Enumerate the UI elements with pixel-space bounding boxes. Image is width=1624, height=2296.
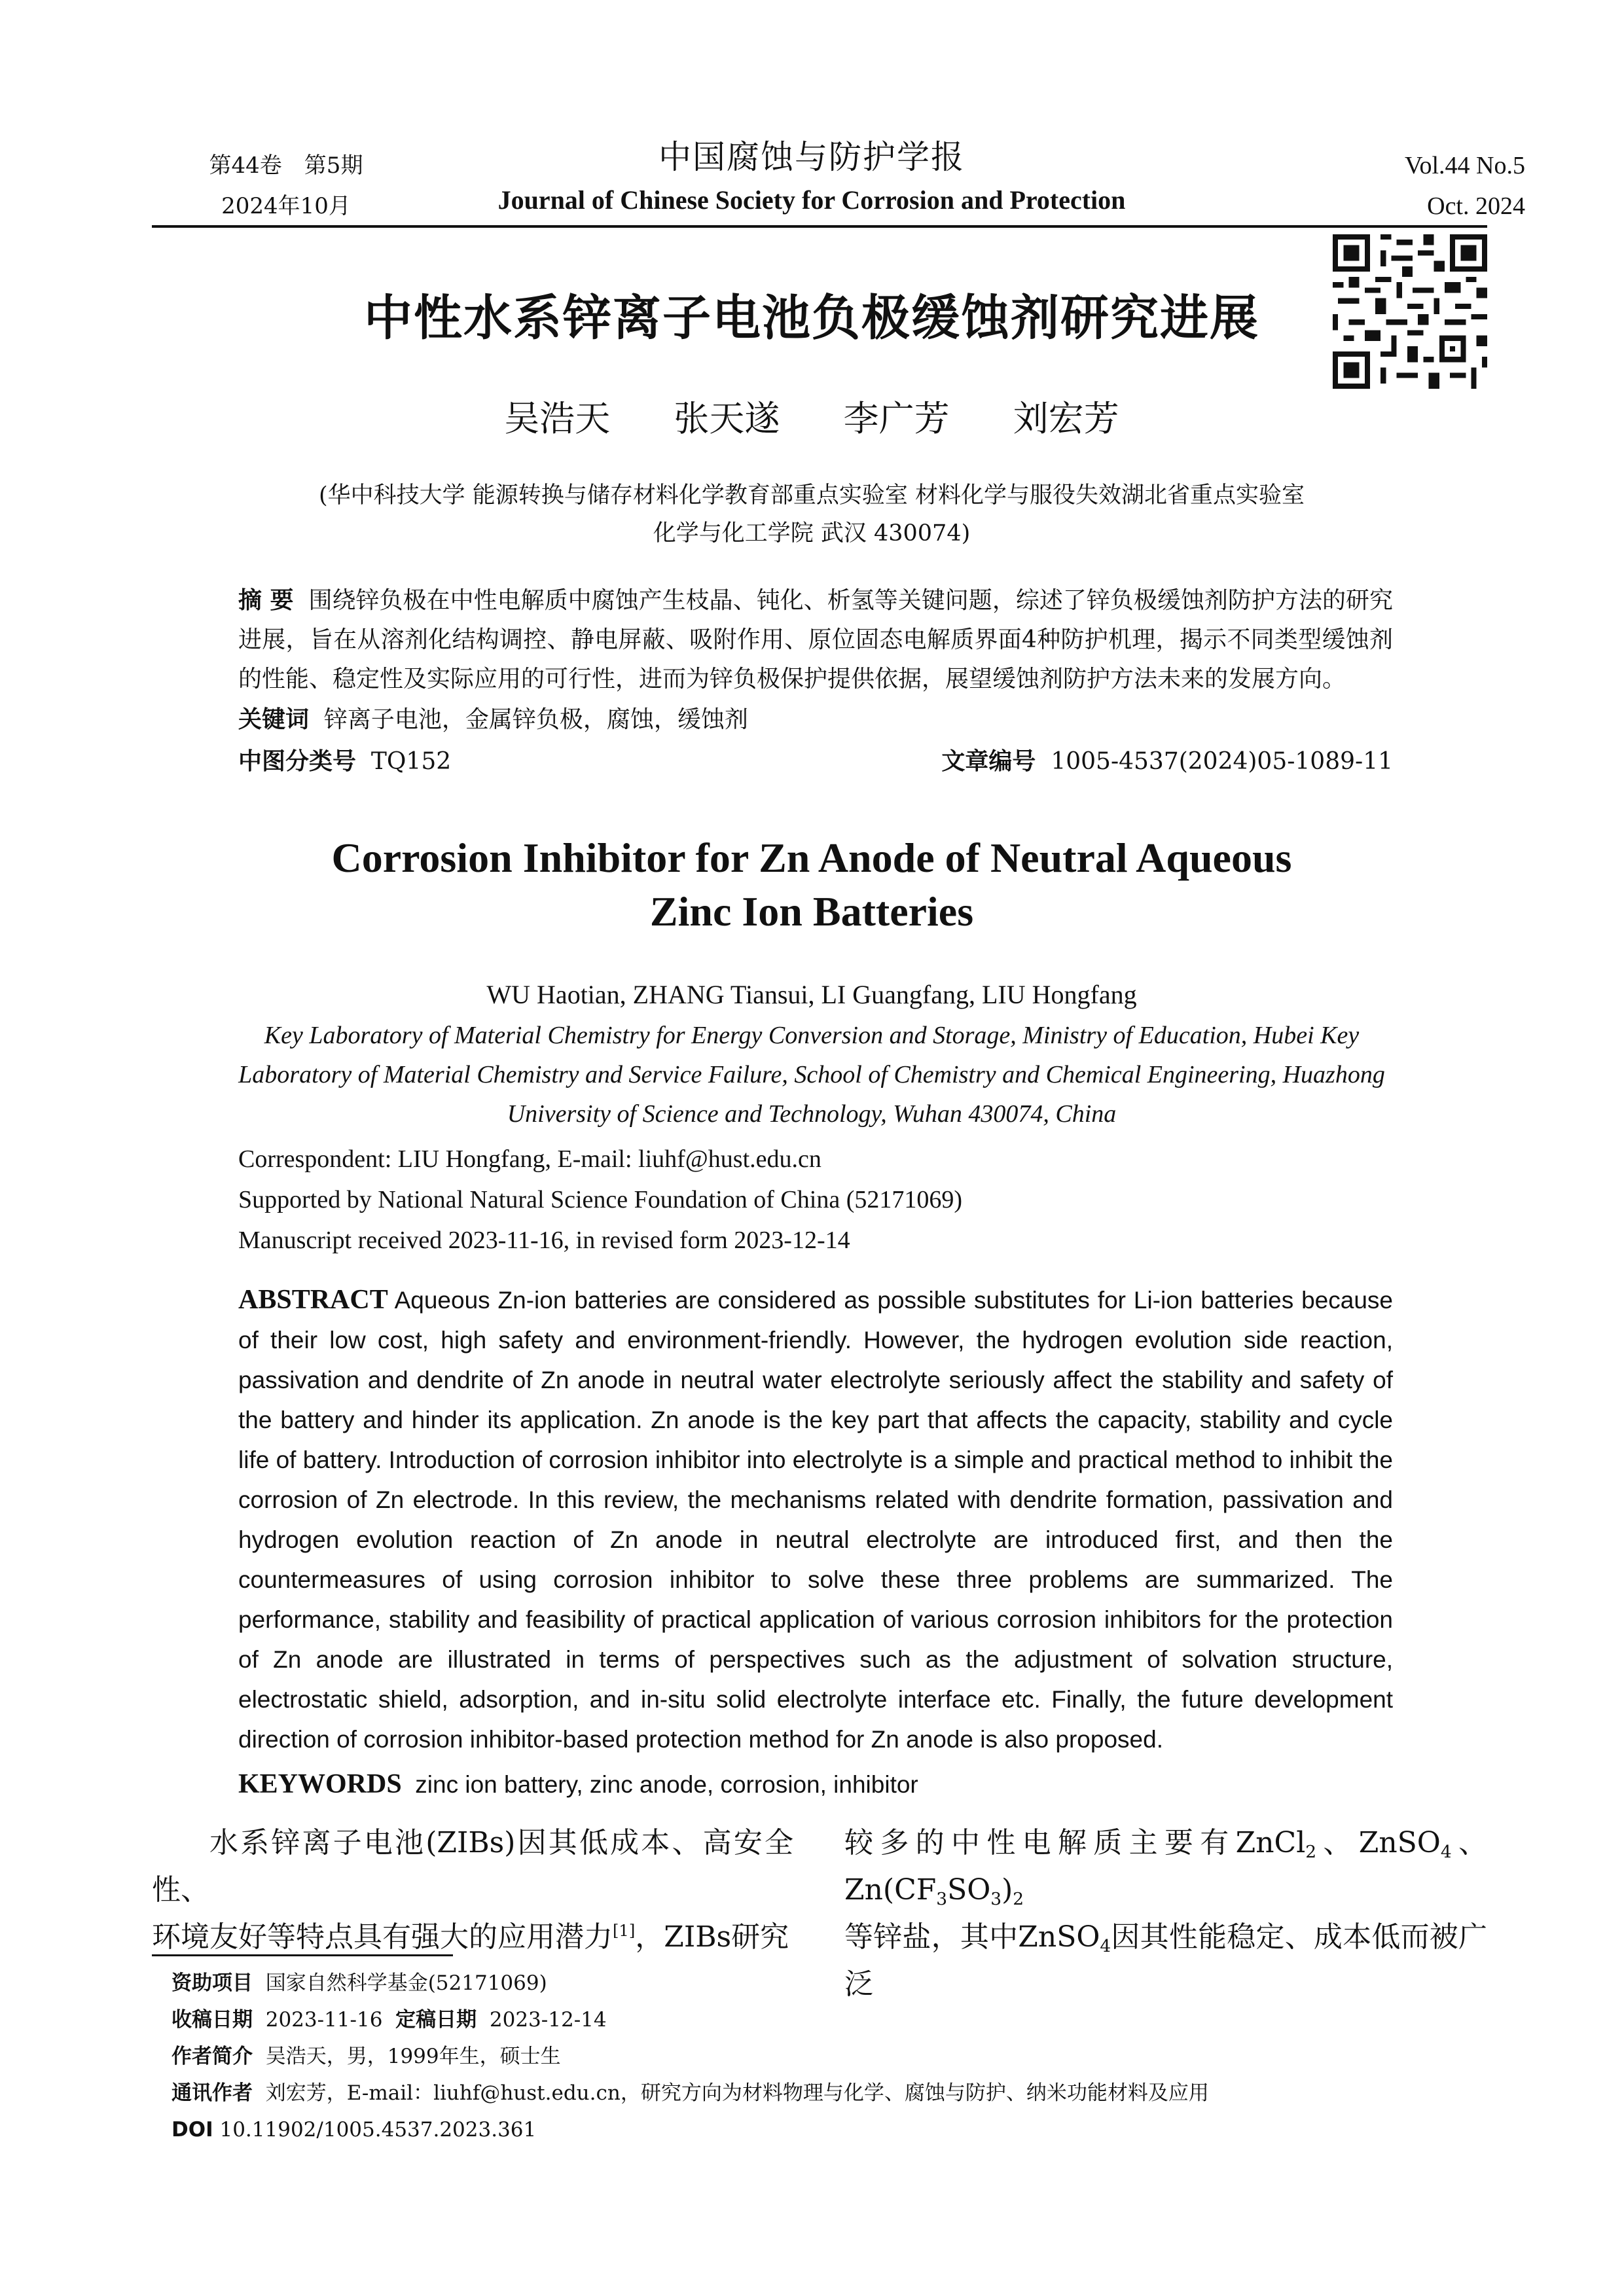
keywords-en bbox=[238, 1765, 1393, 1804]
abstract-en-text: Aqueous Zn-ion batteries are considered as possible substitutes for Li-ion batteries because of their low cost, high safety and environment-friendly. However, the hydrogen evolution side reaction, passivation and dendrite of Zn anode in neutral water electrolyte seriously affect the stability and safety of the battery and hinder its application. Zn anode is the key part that affects the capacity, stability and cycle life of battery. Introduction of corrosion inhibitor into electrolyte is a simple and practical method to inhibit the corrosion of Zn electrode. In this review, the mechanisms related with dendrite formation, passivation and hydrogen evolution reaction of Zn anode in neutral electrolyte are introduced first, and then the countermeasures of using corrosion inhibitor to solve these three problems are summarized. The performance, stability and feasibility of practical application of various corrosion inhibitors for the protection of Zn anode are illustrated in terms of perspectives such as the adjustment of solvation structure, electrostatic shield, adsorption, and in-situ solid electrolyte interface etc. Finally, the future development direction of corrosion inhibitor-based protection method for Zn anode is also proposed. bbox=[238, 1287, 1393, 1753]
header-volume-block bbox=[178, 145, 394, 226]
keywords-en-label: KEYWORDS bbox=[238, 1769, 402, 1799]
subscript: 4 bbox=[1100, 1936, 1111, 1956]
keywords-en-text: zinc ion battery, zinc anode, corrosion, inhibitor bbox=[415, 1771, 918, 1798]
author-cn: 吴浩天 bbox=[504, 398, 611, 439]
journal-title-en: Journal of Chinese Society for Corrosion and Protection bbox=[497, 185, 1126, 215]
affiliation-cn bbox=[209, 476, 1414, 552]
body-text: 、ZnSO bbox=[1316, 1826, 1441, 1859]
footnote-funding bbox=[171, 1965, 1415, 2001]
footnote-value: 刘宏芳，E-mail：liuhf@hust.edu.cn，研究方向为材料物理与化学、腐蚀与防护、纳米功能材料及应用 bbox=[265, 2081, 1209, 2105]
subscript: 4 bbox=[1440, 1842, 1452, 1862]
article-number bbox=[916, 742, 1393, 781]
footnote-doi bbox=[171, 2111, 1415, 2148]
footnote-value: 国家自然科学基金(52171069) bbox=[265, 1971, 547, 1995]
correspondent: Correspondent: LIU Hongfang, E-mail: liuhf@hust.edu.cn bbox=[238, 1145, 821, 1173]
article-meta-en bbox=[238, 1139, 1393, 1261]
subscript: 3 bbox=[936, 1889, 948, 1909]
footnotes bbox=[171, 1965, 1415, 2148]
footnote-label: DOI bbox=[171, 2118, 213, 2142]
affiliation-cn-line: (华中科技大学 能源转换与储存材料化学教育部重点实验室 材料化学与服役失效湖北省重点实验室 bbox=[319, 482, 1305, 509]
footnote-correspondent bbox=[171, 2075, 1415, 2111]
classification-value: TQ152 bbox=[370, 748, 452, 775]
article-number-label: 文章编号 bbox=[941, 748, 1036, 775]
paper-title-en bbox=[209, 831, 1414, 939]
footnote-value: 2023-11-16 bbox=[265, 2008, 383, 2032]
footnote-label: 定稿日期 bbox=[395, 2008, 477, 2032]
classification-label: 中图分类号 bbox=[238, 748, 357, 775]
doi-link[interactable]: 10.11902/1005.4537.2023.361 bbox=[219, 2118, 537, 2142]
header-volume-en-block bbox=[1329, 145, 1525, 226]
body-text: ，ZIBs研究 bbox=[635, 1920, 789, 1954]
affiliation-en-line: University of Science and Technology, Wuhan 430074, China bbox=[507, 1100, 1117, 1128]
journal-title-block bbox=[419, 131, 1204, 217]
abstract-cn bbox=[238, 581, 1393, 699]
supported-by: Supported by National Natural Science Foundation of China (52171069) bbox=[238, 1186, 963, 1213]
author-cn: 李广芳 bbox=[843, 398, 950, 439]
keywords-cn-label: 关键词 bbox=[238, 706, 310, 733]
body-text-line bbox=[844, 1820, 1487, 1914]
footnote-label: 收稿日期 bbox=[171, 2008, 253, 2032]
abstract-cn-label: 摘 要 bbox=[238, 587, 294, 614]
paper-title-en-line: Zinc Ion Batteries bbox=[649, 888, 974, 935]
authors-en: WU Haotian, ZHANG Tiansui, LI Guangfang, LIU Hongfang bbox=[486, 980, 1137, 1009]
affiliation-en-line: Key Laboratory of Material Chemistry for Energy Conversion and Storage, Ministry of Education, Hubei Key bbox=[264, 1022, 1360, 1049]
date-cn: 2024年10月 bbox=[221, 193, 351, 219]
footnote-rule bbox=[152, 1954, 453, 1956]
affiliation-en-line: Laboratory of Material Chemistry and Service Failure, School of Chemistry and Chemical Engineering, Huazhong bbox=[238, 1061, 1385, 1088]
abstract-en bbox=[238, 1280, 1393, 1759]
footnote-label: 作者简介 bbox=[171, 2045, 253, 2068]
author-cn: 张天遂 bbox=[674, 398, 780, 439]
subscript: 2 bbox=[1013, 1889, 1024, 1909]
body-text: 因其性能稳定、成本低而被广泛 bbox=[844, 1920, 1488, 2001]
keywords-cn-text: 锌离子电池，金属锌负极，腐蚀，缓蚀剂 bbox=[323, 706, 748, 733]
volume-issue-cn: 第44卷 第5期 bbox=[209, 152, 363, 179]
manuscript-dates: Manuscript received 2023-11-16, in revised form 2023-12-14 bbox=[238, 1227, 850, 1254]
authors-cn bbox=[209, 393, 1414, 445]
body-text: ) bbox=[1001, 1873, 1013, 1907]
date-en: Oct. 2024 bbox=[1427, 192, 1525, 220]
paper-title-cn: 中性水系锌离子电池负极缓蚀剂研究进展 bbox=[364, 290, 1259, 346]
keywords-cn bbox=[238, 700, 1393, 740]
body-text: 环境友好等特点具有强大的应用潜力 bbox=[152, 1920, 613, 1954]
body-text-line: 水系锌离子电池(ZIBs)因其低成本、高安全性、 bbox=[152, 1826, 793, 1907]
body-column-left bbox=[152, 1820, 793, 1961]
abstract-en-label: ABSTRACT bbox=[238, 1285, 388, 1315]
citation-ref[interactable]: [1] bbox=[613, 1922, 636, 1940]
classification-number bbox=[238, 742, 827, 781]
abstract-cn-text: 围绕锌负极在中性电解质中腐蚀产生枝晶、钝化、析氢等关键问题，综述了锌负极缓蚀剂防护方法的研究进展，旨在从溶剂化结构调控、静电屏蔽、吸附作用、原位固态电解质界面4种防护机理，揭示不同类型缓蚀剂的性能、稳定性及实际应用的可行性，进而为锌负极保护提供依据，展望缓蚀剂防护方法未来的发展方向。 bbox=[238, 587, 1393, 692]
header-rule bbox=[152, 225, 1487, 228]
footnote-dates bbox=[171, 2001, 1415, 2038]
affiliation-cn-line: 化学与化工学院 武汉 430074) bbox=[653, 520, 971, 547]
author-cn: 刘宏芳 bbox=[1013, 398, 1119, 439]
subscript: 2 bbox=[1305, 1842, 1317, 1862]
body-text: 较多的中性电解质主要有ZnCl bbox=[844, 1826, 1306, 1859]
affiliation-en bbox=[223, 1016, 1401, 1134]
footnote-value: 2023-12-14 bbox=[489, 2008, 607, 2032]
body-text: 、Zn(CF bbox=[844, 1826, 1488, 1907]
footnote-value: 吴浩天，男，1999年生，硕士生 bbox=[265, 2045, 561, 2068]
footnote-author bbox=[171, 2038, 1415, 2075]
body-text: 等锌盐，其中ZnSO bbox=[844, 1920, 1100, 1954]
journal-title-cn: 中国腐蚀与防护学报 bbox=[659, 138, 965, 176]
footnote-label: 资助项目 bbox=[171, 1971, 253, 1995]
paper-title-en-line: Corrosion Inhibitor for Zn Anode of Neutral Aqueous bbox=[331, 834, 1292, 881]
body-text: SO bbox=[947, 1873, 991, 1907]
article-number-value: 1005-4537(2024)05-1089-11 bbox=[1051, 748, 1393, 775]
volume-issue-en: Vol.44 No.5 bbox=[1404, 152, 1525, 179]
subscript: 3 bbox=[990, 1889, 1002, 1909]
footnote-label: 通讯作者 bbox=[171, 2081, 253, 2105]
